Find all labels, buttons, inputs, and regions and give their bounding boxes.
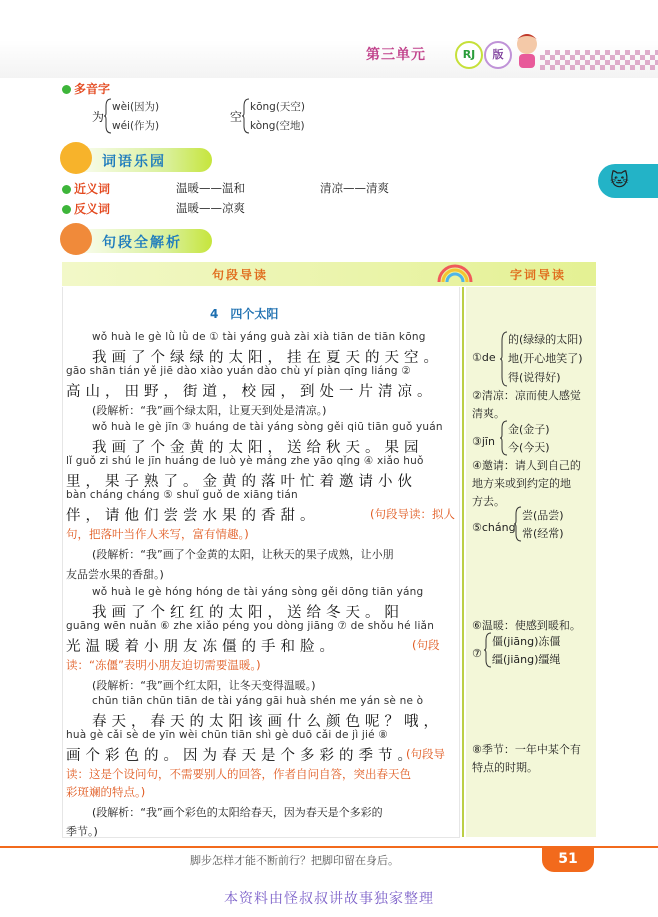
section-header-juduan: 句段全解析: [62, 229, 212, 253]
rainbow-icon: [435, 262, 475, 282]
text-line-5: 伴，请他们尝尝水果的香甜。: [66, 508, 320, 524]
note-3b: 今(今天): [508, 441, 550, 454]
footer-motto: 脚步怎样才能不断前行？把脚印留在身后。: [190, 854, 399, 867]
note-7a: 僵(jiāng)冻僵: [492, 635, 561, 648]
sentence-guide-3b: 读：这是个设问句，不需要别人的回答，作者自问自答，突出春天色: [66, 767, 411, 781]
brace-icon: [104, 98, 112, 134]
pinyin-line-2: gāo shān tián yě jiē dào xiào yuán dào chù yí piàn qīng liáng ②: [66, 365, 411, 377]
note-2a: ②清凉：凉而使人感觉: [472, 389, 581, 402]
coffee-cup-icon: [60, 142, 92, 174]
brace-icon: [500, 331, 508, 387]
text-line-9: 画个彩色的。因为春天是个多彩的季节。: [66, 748, 417, 764]
pinyin-line-8: chūn tiān chūn tiān de tài yáng gāi huà shén me yán sè ne ò: [92, 695, 424, 707]
note-7b: 缰(jiāng)缰绳: [492, 653, 561, 666]
page-number: 51: [542, 846, 594, 872]
panel-divider: [462, 287, 464, 837]
text-line-1: 我画了个绿绿的太阳，挂在夏天的天空。: [92, 350, 443, 366]
poem-title: 4 四个太阳: [210, 307, 279, 321]
face-icon: 🐱: [610, 170, 629, 191]
sentence-guide-2b: 读：“冻僵”表明小朋友迫切需要温暖。): [66, 658, 261, 672]
unit-title: 第三单元: [366, 47, 426, 63]
polyphone-wei-reading-1: wèi(因为): [112, 101, 160, 113]
synonym-pair-2: 清凉——清爽: [320, 181, 389, 195]
watermark: 本资料由怪叔叔讲故事独家整理: [224, 891, 434, 907]
sentence-guide-1a: (句段导读：拟人: [370, 507, 455, 521]
guide-bar-left: 句段导读: [212, 268, 269, 282]
pinyin-line-1: wǒ huà le gè lǜ lǜ de ① tài yáng guà zài xià tiān de tiān kōng: [92, 331, 426, 343]
sentence-guide-2a: (句段: [412, 638, 440, 652]
paragraph-analysis-1: (段解析：“我”画个绿太阳，让夏天到处是清凉。): [92, 404, 327, 417]
note-5b: 常(经常): [522, 527, 564, 540]
note-7-label: ⑦: [472, 647, 482, 660]
text-line-7: 光温暖着小朋友冻僵的手和脸。: [66, 639, 339, 655]
text-line-3: 我画了个金黄的太阳，送给秋天。果园: [92, 440, 424, 456]
synonym-label: 近义词: [62, 180, 110, 197]
checker-decoration: [540, 50, 658, 70]
brace-icon: [484, 632, 492, 668]
polyphone-wei-reading-2: wéi(作为): [112, 120, 160, 132]
brace-icon: [514, 506, 522, 542]
note-4c: 方去。: [472, 495, 505, 508]
note-6: ⑥温暖：使感到暖和。: [472, 619, 581, 632]
text-line-4: 里，果子熟了。金黄的落叶忙着邀请小伙: [66, 474, 417, 490]
pinyin-line-7: guāng wēn nuǎn ⑥ zhe xiǎo péng you dòng jiāng ⑦ de shǒu hé liǎn: [66, 620, 435, 632]
polyphone-char-wei: 为: [92, 110, 105, 124]
pinyin-line-9: huà gè cǎi sè de yīn wèi chūn tiān shì gè duō cǎi de jì jié ⑧: [66, 729, 388, 741]
bullet-dot-icon: [62, 205, 71, 214]
bullet-dot-icon: [62, 85, 71, 94]
text-line-8: 春天，春天的太阳该画什么颜色呢？哦，: [92, 714, 443, 730]
antonym-label: 反义词: [62, 200, 110, 217]
note-3a: 金(金子): [508, 423, 550, 436]
note-8a: ⑧季节：一年中某个有: [472, 743, 581, 756]
pinyin-line-6: wǒ huà le gè hóng hóng de tài yáng sòng gěi dōng tiān yáng: [92, 586, 424, 598]
sentence-guide-3c: 彩斑斓的特点。): [66, 785, 146, 799]
sentence-guide-3a: (句段导: [406, 747, 445, 761]
side-tab: [598, 164, 658, 198]
pinyin-line-4: lǐ guǒ zi shú le jīn huáng de luò yè máng zhe yāo qǐng ④ xiǎo huǒ: [66, 455, 424, 467]
note-1c: 得(说得好): [508, 371, 561, 384]
note-5-label: ⑤cháng: [472, 521, 516, 534]
note-2b: 清爽。: [472, 407, 505, 420]
antonym-pair-1: 温暖——凉爽: [176, 201, 245, 215]
note-8b: 特点的时期。: [472, 761, 538, 774]
guide-bar-right: 字词导读: [510, 268, 567, 282]
paragraph-analysis-4a: (段解析：“我”画个彩色的太阳给春天，因为春天是个多彩的: [92, 806, 383, 819]
sentence-guide-1b: 句，把落叶当作人来写，富有情趣。): [66, 527, 249, 541]
note-1a: 的(绿绿的太阳): [508, 333, 583, 346]
paragraph-analysis-2b: 友品尝水果的香甜。): [66, 568, 164, 581]
note-1b: 地(开心地笑了): [508, 352, 583, 365]
text-line-2: 高山，田野，街道，校园，到处一片清凉。: [66, 384, 437, 400]
text-line-6: 我画了个红红的太阳，送给冬天。阳: [92, 605, 404, 621]
synonym-pair-1: 温暖——温和: [176, 181, 245, 195]
brace-icon: [242, 98, 250, 134]
paragraph-analysis-2a: (段解析：“我”画了个金黄的太阳，让秋天的果子成熟，让小朋: [92, 548, 394, 561]
note-5a: 尝(品尝): [522, 509, 564, 522]
edition-badge-ban: 版: [484, 41, 512, 69]
note-4b: 地方来或到约定的地: [472, 477, 571, 490]
character-icon: [60, 223, 92, 255]
polyphone-kong-reading-2: kòng(空地): [250, 120, 305, 132]
paragraph-analysis-4b: 季节。): [66, 825, 98, 838]
polyphone-char-kong: 空: [230, 110, 243, 124]
bullet-dot-icon: [62, 185, 71, 194]
brace-icon: [500, 420, 508, 456]
edition-badge-rj: RJ: [455, 41, 483, 69]
note-1-label: ①de: [472, 351, 496, 364]
pinyin-line-3: wǒ huà le gè jīn ③ huáng de tài yáng sòng gěi qiū tiān guǒ yuán: [92, 421, 443, 433]
note-3-label: ③jīn: [472, 435, 495, 448]
polyphone-kong-reading-1: kōng(天空): [250, 101, 306, 113]
pinyin-line-5: bàn cháng cháng ⑤ shuǐ guǒ de xiāng tián: [66, 489, 298, 501]
polyphone-heading: 多音字: [62, 80, 110, 97]
note-4a: ④邀请：请人到自己的: [472, 459, 581, 472]
section-header-ciyu: 词语乐园: [62, 148, 212, 172]
paragraph-analysis-3: (段解析：“我”画个红太阳，让冬天变得温暖。): [92, 679, 316, 692]
